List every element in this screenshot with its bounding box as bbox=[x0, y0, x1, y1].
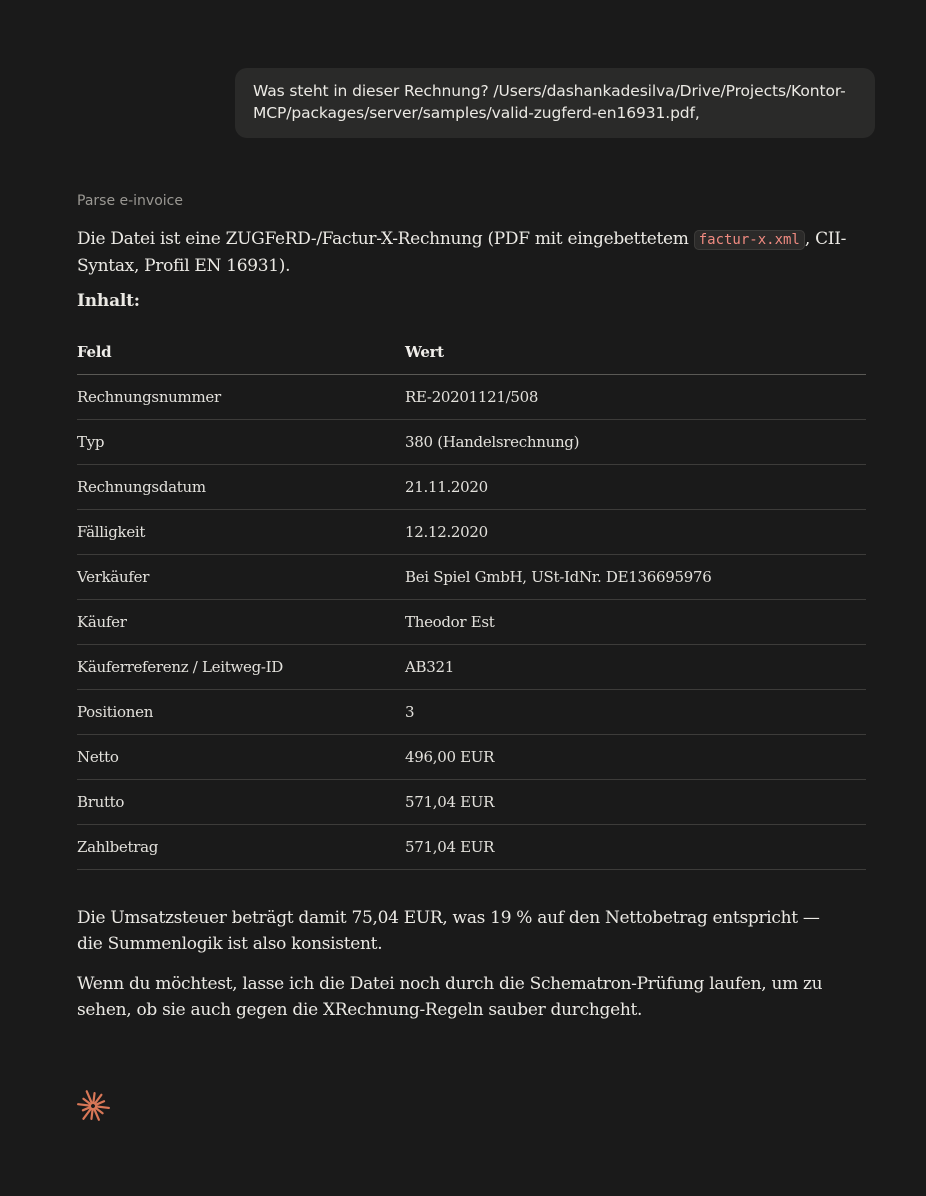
invoice-table bbox=[77, 330, 866, 870]
table-cell-value: 496,00 EUR bbox=[405, 748, 495, 766]
table-row bbox=[77, 555, 866, 600]
table-cell-value: 12.12.2020 bbox=[405, 523, 488, 541]
table-cell-field: Zahlbetrag bbox=[77, 838, 159, 856]
table-cell-value: 3 bbox=[405, 703, 415, 721]
table-cell-value: 571,04 EUR bbox=[405, 838, 495, 856]
table-cell-field: Positionen bbox=[77, 703, 154, 721]
table-cell-value: Bei Spiel GmbH, USt-IdNr. DE136695976 bbox=[405, 568, 712, 586]
intro-text-end: , CII-Syntax, Profil EN 16931). bbox=[77, 229, 847, 276]
table-cell-field: Käuferreferenz / Leitweg-ID bbox=[77, 658, 283, 676]
assistant-intro-paragraph bbox=[77, 226, 867, 279]
table-cell-value: 380 (Handelsrechnung) bbox=[405, 433, 580, 451]
table-row bbox=[77, 735, 866, 780]
table-row bbox=[77, 780, 866, 825]
table-cell-field: Netto bbox=[77, 748, 119, 766]
table-cell-field: Rechnungsnummer bbox=[77, 388, 221, 406]
table-cell-field: Käufer bbox=[77, 613, 127, 631]
user-message-text: Was steht in dieser Rechnung? /Users/dashankadesilva/Drive/Projects/Kontor-MCP/packages/server/samples/valid-zugferd-en16931.pdf, bbox=[253, 82, 846, 122]
user-message-bubble bbox=[235, 68, 875, 138]
table-row bbox=[77, 465, 866, 510]
table-cell-field: Verkäufer bbox=[77, 568, 150, 586]
table-row bbox=[77, 645, 866, 690]
table-cell-field: Brutto bbox=[77, 793, 125, 811]
table-cell-field: Typ bbox=[77, 433, 105, 451]
tool-call-label[interactable]: Parse e-invoice bbox=[77, 193, 183, 209]
table-row bbox=[77, 690, 866, 735]
summary-paragraph: Die Umsatzsteuer beträgt damit 75,04 EUR, was 19 % auf den Nettobetrag entspricht — die Summenlogik ist also konsistent. bbox=[77, 908, 820, 954]
inline-code: factur-x.xml bbox=[694, 230, 805, 250]
table-cell-value: AB321 bbox=[405, 658, 454, 676]
table-cell-value: 21.11.2020 bbox=[405, 478, 488, 496]
table-row bbox=[77, 420, 866, 465]
table-row bbox=[77, 375, 866, 420]
sparkle-icon bbox=[75, 1088, 111, 1124]
table-cell-value: 571,04 EUR bbox=[405, 793, 495, 811]
table-row bbox=[77, 510, 866, 555]
table-cell-field: Fälligkeit bbox=[77, 523, 146, 541]
content-heading: Inhalt: bbox=[77, 291, 140, 311]
intro-text-start: Die Datei ist eine ZUGFeRD-/Factur-X-Rechnung (PDF mit eingebettetem bbox=[77, 229, 694, 249]
table-row bbox=[77, 600, 866, 645]
followup-paragraph: Wenn du möchtest, lasse ich die Datei noch durch die Schematron-Prüfung laufen, um zu sehen, ob sie auch gegen die XRechnung-Regeln sauber durchgeht. bbox=[77, 974, 823, 1020]
table-cell-value: RE-20201121/508 bbox=[405, 388, 539, 406]
table-cell-value: Theodor Est bbox=[405, 613, 495, 631]
table-row bbox=[77, 825, 866, 870]
table-header-row bbox=[77, 330, 866, 375]
table-cell-field: Rechnungsdatum bbox=[77, 478, 206, 496]
column-header-field: Feld bbox=[77, 343, 112, 361]
column-header-value: Wert bbox=[405, 343, 444, 361]
